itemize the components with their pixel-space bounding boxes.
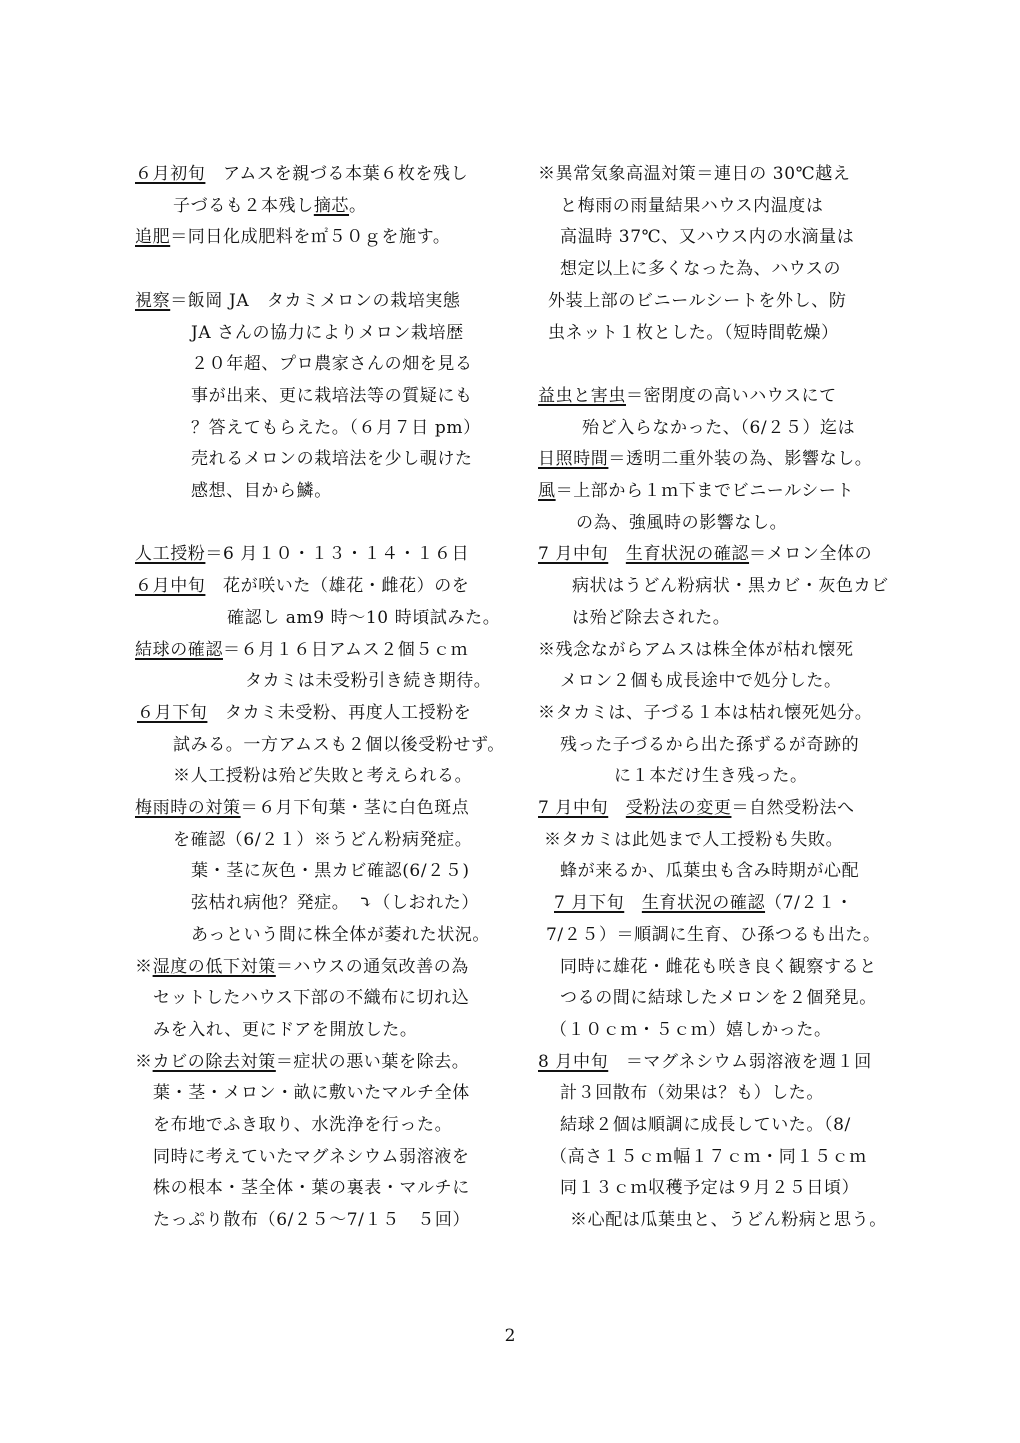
text-line (554, 891, 853, 915)
text-line (572, 574, 889, 598)
text-line (538, 384, 837, 408)
text-line (191, 923, 490, 947)
underlined-heading: 7 月下旬 (554, 893, 625, 914)
underlined-heading: 風 (538, 481, 556, 501)
text-segment: ※タカミは此処まで人工授粉も失敗。 (544, 829, 844, 850)
underlined-heading: 益虫と害虫 (538, 385, 626, 406)
text-segment: たっぷり散布（6/２５～7/１５ ５回） (153, 1210, 471, 1231)
underlined-heading: 湿度の低下対策 (152, 956, 276, 977)
text-segment: ＝同日化成肥料を㎡５０ｇを施す。 (170, 227, 451, 248)
text-segment: 確認し am9 時～10 時頃試みた。 (227, 607, 501, 628)
text-line (560, 669, 842, 693)
underlined-heading: 7 月中旬 (538, 544, 609, 565)
text-line (550, 1145, 867, 1169)
text-segment: セットしたハウス下部の不織布に切れ込 (153, 988, 470, 1009)
text-line (538, 447, 872, 471)
text-line (227, 606, 500, 630)
text-segment: ？答えてもらえた。（６月７日 pm） (191, 417, 481, 438)
text-segment: ※ (135, 956, 153, 977)
text-line (173, 764, 472, 788)
underlined-heading: 受粉法の変更 (625, 798, 732, 818)
text-line (191, 447, 473, 471)
text-line (191, 416, 481, 440)
underlined-heading: 7 月中旬 (538, 798, 609, 818)
text-segment: （7/２１・ (765, 893, 854, 914)
underlined-heading: カビの除去対策 (152, 1051, 276, 1072)
text-segment: ＝６月１６日アムス２個５ｃｍ (223, 639, 469, 660)
text-segment: ＝症状の悪い葉を除去。 (275, 1051, 470, 1072)
text-line (135, 162, 468, 186)
text-line (548, 289, 846, 313)
text-line (538, 479, 854, 503)
underlined-heading: ６月初旬 (135, 164, 206, 184)
text-line (560, 1176, 859, 1200)
text-line (153, 1113, 452, 1137)
text-line (560, 1113, 851, 1137)
text-segment: ＝マグネシウム弱溶液を週１回 (608, 1051, 872, 1072)
text-line (191, 859, 470, 883)
text-segment: メロン２個も成長途中で処分した。 (560, 671, 842, 692)
text-segment: ※異常気象高温対策＝連日の 30℃越え (538, 164, 851, 184)
text-segment: ＝６月下旬葉・茎に白色斑点 (240, 798, 470, 818)
text-segment: 株の根本・茎全体・葉の裏表・マルチに (153, 1178, 470, 1199)
text-segment: ※タカミは、子づる１本は枯れ懐死処分。 (538, 702, 873, 723)
text-segment: ＝6 月１０・１３・１４・１６日 (205, 544, 470, 565)
text-segment: あっという間に株全体が萎れた状況。 (191, 924, 491, 945)
text-segment: ＝ハウスの通気改善の為 (275, 956, 469, 977)
text-line (173, 194, 367, 218)
text-line (538, 701, 872, 725)
underlined-heading: ６月下旬 (137, 702, 208, 723)
text-line (137, 701, 471, 725)
text-segment: 感想、目から鱗。 (191, 481, 332, 501)
text-segment: 葉・茎に灰色・黒カビ確認(6/２５) (191, 861, 470, 882)
text-segment: ＝密閉度の高いハウスにて (626, 385, 837, 406)
text-segment (624, 893, 642, 913)
text-segment: 結球２個は順調に成長していた。（8/ (560, 1115, 851, 1135)
text-segment: 売れるメロンの栽培法を少し覗けた (191, 449, 473, 470)
text-line (570, 1208, 887, 1232)
text-segment: ＝自然受粉法へ (731, 798, 855, 818)
text-segment: 高温時 37℃、又ハウス内の水滴量は (560, 227, 855, 248)
text-segment: ※ (135, 1051, 153, 1072)
text-line (538, 1050, 872, 1074)
text-segment: 同１３ｃｍ収穫予定は９月２５日頃） (560, 1178, 860, 1199)
text-line (153, 1176, 470, 1200)
text-segment: 病状はうどん粉病状・黒カビ・灰色カビ (572, 576, 889, 597)
page-number: 2 (504, 1326, 516, 1346)
text-line (153, 1208, 470, 1232)
text-segment: アムスを親づる本葉６枚を残し (205, 164, 469, 184)
text-line (153, 1145, 469, 1169)
text-segment: ※残念ながらアムスは株全体が枯れ懐死 (538, 639, 854, 660)
text-line (560, 733, 859, 757)
text-line (135, 225, 450, 249)
text-segment: 残った子づるから出た孫ずるが奇跡的 (560, 734, 860, 755)
text-segment: つるの間に結球したメロンを２個発見。 (560, 988, 877, 1009)
text-line (538, 542, 872, 566)
text-line (582, 416, 855, 440)
text-segment: と梅雨の雨量結果ハウス内温度は (560, 195, 824, 216)
underlined-heading: 8 月中旬 (538, 1051, 609, 1072)
text-segment: 事が出来、更に栽培法等の質疑にも (191, 385, 473, 406)
text-segment: 子づるも２本残し (173, 195, 314, 216)
text-segment: 7/２５）＝順調に生育、ひ孫つるも出た。 (546, 924, 881, 945)
text-line (191, 384, 473, 408)
text-segment: 葉・茎・メロン・畝に敷いたマルチ全体 (153, 1083, 470, 1104)
text-line (572, 606, 730, 630)
text-segment: は殆ど除去された。 (572, 607, 731, 628)
text-segment: ＝上部から１ｍ下までビニールシート (555, 481, 855, 501)
text-segment: 想定以上に多くなった為、ハウスの (560, 259, 842, 280)
text-line (135, 542, 469, 566)
text-line (135, 1050, 469, 1074)
text-line (544, 828, 843, 852)
text-line (135, 638, 468, 662)
text-line (614, 764, 808, 788)
text-line (560, 194, 824, 218)
text-segment: 試みる。一方アムスも２個以後受粉せず。 (173, 734, 505, 755)
text-segment: 同時に雄花・雌花も咲き良く観察すると (560, 956, 877, 977)
text-line (550, 1018, 832, 1042)
text-segment: みを入れ、更にドアを開放した。 (153, 1019, 418, 1040)
text-line (153, 1018, 418, 1042)
text-segment: タカミ未受粉、再度人工授粉を (207, 702, 472, 723)
underlined-heading: 摘芯 (313, 195, 350, 216)
text-line (191, 891, 479, 915)
text-line (548, 321, 839, 345)
underlined-heading: ６月中旬 (135, 576, 206, 597)
text-segment: ※人工授粉は殆ど失敗と考えられる。 (173, 766, 473, 787)
underlined-heading: 視察 (135, 290, 171, 311)
text-segment: 花が咲いた（雄花・雌花）のを (205, 576, 470, 597)
underlined-heading: 追肥 (135, 227, 171, 248)
text-line (173, 828, 472, 852)
text-segment: ２０年超、プロ農家さんの畑を見る (191, 354, 473, 375)
text-segment: ＝透明二重外装の為、影響なし。 (608, 449, 873, 470)
text-segment: を確認（6/２１）※うどん粉病発症。 (173, 829, 473, 850)
text-segment: タカミは未受粉引き続き期待。 (245, 671, 492, 692)
text-segment: 蜂が来るか、瓜葉虫も含み時期が心配 (560, 861, 860, 882)
text-line (560, 986, 877, 1010)
underlined-heading: 生育状況の確認 (641, 893, 766, 914)
text-segment: 。 (349, 195, 367, 216)
text-segment: 外装上部のビニールシートを外し、防 (548, 290, 847, 311)
text-segment: の為、強風時の影響なし。 (576, 512, 788, 533)
underlined-heading: 梅雨時の対策 (135, 798, 241, 818)
text-line (135, 955, 469, 979)
text-line (546, 923, 881, 947)
text-segment (608, 798, 626, 818)
text-line (560, 225, 854, 249)
text-segment: 弦枯れ病他？発症。 ⤵（しおれた） (191, 893, 479, 914)
text-line (191, 352, 473, 376)
text-line (576, 511, 787, 535)
text-line (560, 1081, 824, 1105)
text-segment: （１０ｃｍ・５ｃｍ）嬉しかった。 (550, 1019, 832, 1040)
text-segment: 虫ネット１枚とした。（短時間乾燥） (548, 322, 839, 343)
text-segment: 殆ど入らなかった、（6/２５）迄は (582, 417, 856, 438)
text-line (153, 1081, 470, 1105)
text-line (560, 859, 859, 883)
text-line (538, 638, 854, 662)
text-line (560, 955, 877, 979)
text-line (191, 321, 464, 345)
text-segment: 同時に考えていたマグネシウム弱溶液を (153, 1146, 470, 1167)
text-line (191, 479, 332, 503)
text-line (538, 796, 855, 820)
text-line (135, 574, 469, 598)
text-line (538, 162, 850, 186)
text-segment: JA さんの協力によりメロン栽培歴 (191, 322, 464, 343)
underlined-heading: 人工授粉 (135, 544, 206, 565)
text-line (560, 257, 841, 281)
text-line (153, 986, 469, 1010)
text-segment: ＝メロン全体の (749, 544, 873, 565)
text-line (135, 289, 461, 313)
text-line (245, 669, 491, 693)
text-line (173, 733, 505, 757)
text-segment (608, 544, 626, 564)
text-segment: 計３回散布（効果は？も）した。 (560, 1083, 824, 1104)
text-segment: に１本だけ生き残った。 (614, 766, 808, 787)
text-segment: （高さ１５ｃｍ幅１７ｃｍ・同１５ｃｍ (550, 1146, 867, 1167)
text-line (135, 796, 469, 820)
underlined-heading: 日照時間 (538, 449, 609, 470)
text-segment: ＝飯岡 JA タカミメロンの栽培実態 (170, 290, 461, 311)
underlined-heading: 結球の確認 (135, 639, 223, 660)
underlined-heading: 生育状況の確認 (625, 544, 750, 565)
text-segment: を布地でふき取り、水洗浄を行った。 (153, 1115, 453, 1135)
text-segment: ※心配は瓜葉虫と、うどん粉病と思う。 (570, 1210, 887, 1231)
